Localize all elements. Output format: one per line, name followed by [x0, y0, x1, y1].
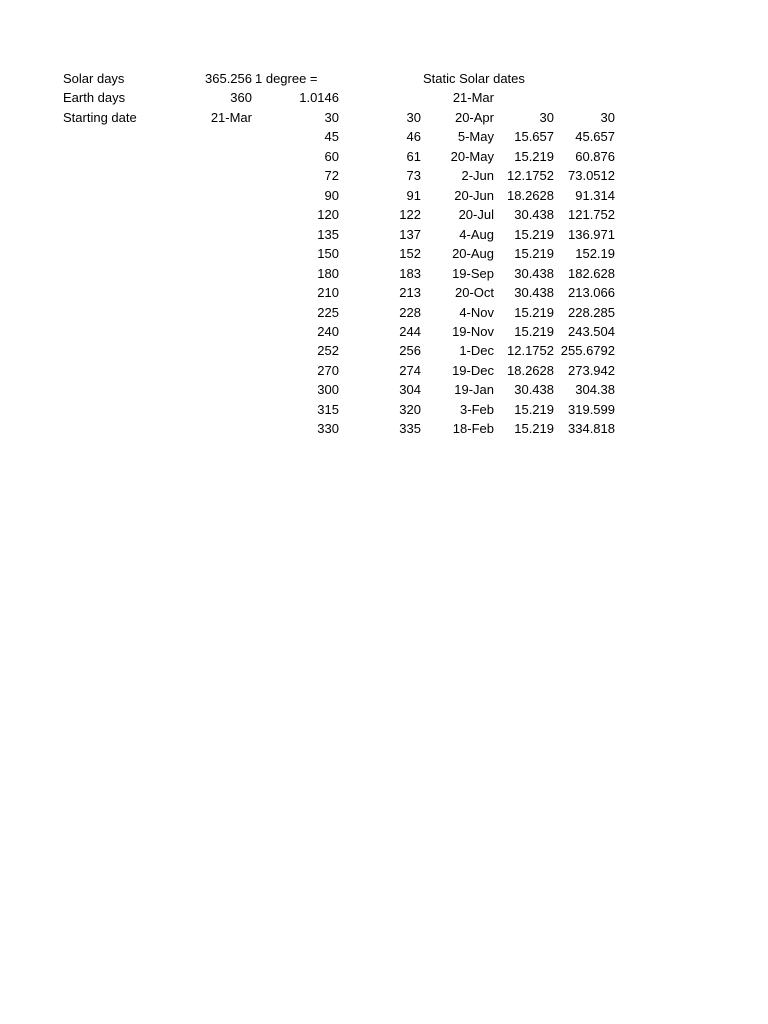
solar-days-cell: 73: [406, 168, 421, 183]
solar-days-cell: 335: [399, 421, 421, 436]
solar-date-cell: 20-Aug: [452, 246, 494, 261]
table-row: [0, 186, 768, 205]
solar-date-cell: 3-Feb: [460, 402, 494, 417]
earth-degrees-cell: 30: [324, 110, 339, 125]
solar-days-cell: 152: [399, 246, 421, 261]
cumulative-cell: 45.657: [575, 129, 615, 144]
solar-days-cell: 30: [406, 110, 421, 125]
table-row: [0, 127, 768, 146]
solar-date-cell: 20-May: [450, 149, 494, 164]
earth-degrees-cell: 135: [317, 227, 339, 242]
cumulative-cell: 273.942: [568, 363, 615, 378]
solar-days-cell: 244: [399, 324, 421, 339]
solar-date-cell: 1-Dec: [459, 343, 494, 358]
interval-cell: 12.1752: [507, 168, 554, 183]
solar-days-cell: 91: [406, 188, 421, 203]
cumulative-cell: 213.066: [568, 285, 615, 300]
interval-cell: 30: [539, 110, 554, 125]
solar-days-cell: 46: [406, 129, 421, 144]
interval-cell: 15.219: [514, 149, 554, 164]
table-row: [0, 419, 768, 438]
earth-degrees-cell: 240: [317, 324, 339, 339]
cumulative-cell: 152.19: [575, 246, 615, 261]
solar-date-cell: 4-Aug: [459, 227, 494, 242]
table-row: [0, 341, 768, 360]
table-row: [0, 303, 768, 322]
interval-cell: 30.438: [514, 382, 554, 397]
cumulative-cell: 60.876: [575, 149, 615, 164]
earth-degrees-cell: 330: [317, 421, 339, 436]
solar-date-cell: 19-Nov: [452, 324, 494, 339]
earth-degrees-cell: 252: [317, 343, 339, 358]
cumulative-cell: 73.0512: [568, 168, 615, 183]
interval-cell: 15.219: [514, 246, 554, 261]
earth-degrees-cell: 72: [324, 168, 339, 183]
label-earth-days: Earth days: [63, 90, 126, 105]
earth-degrees-cell: 225: [317, 305, 339, 320]
cumulative-cell: 121.752: [568, 207, 615, 222]
interval-cell: 18.2628: [507, 188, 554, 203]
solar-date-cell: 5-May: [457, 129, 494, 144]
table-row: [0, 205, 768, 224]
solar-days-cell: 256: [399, 343, 421, 358]
earth-degrees-cell: 120: [317, 207, 339, 222]
solar-days-cell: 61: [406, 149, 421, 164]
solar-date-cell: 19-Dec: [452, 363, 494, 378]
solar-days-cell: 137: [399, 227, 421, 242]
interval-cell: 15.657: [514, 129, 554, 144]
interval-cell: 30.438: [514, 285, 554, 300]
solar-days-cell: 304: [399, 382, 421, 397]
interval-cell: 15.219: [514, 324, 554, 339]
table-row: [0, 244, 768, 263]
earth-degrees-cell: 60: [324, 149, 339, 164]
interval-cell: 30.438: [514, 207, 554, 222]
header-row-earth-days: [0, 88, 768, 107]
cumulative-cell: 334.818: [568, 421, 615, 436]
interval-cell: 15.219: [514, 402, 554, 417]
table-row: [0, 166, 768, 185]
solar-date-cell: 20-Jul: [458, 207, 494, 222]
table-row: [0, 225, 768, 244]
solar-days-cell: 122: [399, 207, 421, 222]
start-solar-date: 21-Mar: [452, 90, 494, 105]
solar-date-cell: 19-Sep: [452, 266, 494, 281]
solar-date-cell: 4-Nov: [459, 305, 494, 320]
table-row: [0, 264, 768, 283]
earth-degrees-cell: 90: [324, 188, 339, 203]
table-row: [0, 322, 768, 341]
solar-date-cell: 20-Oct: [454, 285, 494, 300]
label-starting-date: Starting date: [63, 110, 137, 125]
earth-degrees-cell: 180: [317, 266, 339, 281]
solar-date-cell: 18-Feb: [452, 421, 494, 436]
static-solar-dates-title: Static Solar dates: [423, 71, 525, 86]
solar-date-cell: 20-Jun: [454, 188, 494, 203]
earth-degrees-cell: 210: [317, 285, 339, 300]
table-row: [0, 380, 768, 399]
earth-degrees-cell: 300: [317, 382, 339, 397]
earth-degrees-cell: 315: [317, 402, 339, 417]
cumulative-cell: 91.314: [575, 188, 615, 203]
degree-label: 1 degree =: [255, 71, 318, 86]
earth-degrees-cell: 150: [317, 246, 339, 261]
interval-cell: 15.219: [514, 421, 554, 436]
interval-cell: 15.219: [514, 305, 554, 320]
interval-cell: 30.438: [514, 266, 554, 281]
solar-days-cell: 228: [399, 305, 421, 320]
cumulative-cell: 228.285: [568, 305, 615, 320]
solar-days-cell: 320: [399, 402, 421, 417]
table-row: [0, 108, 768, 127]
value-starting-date: 21-Mar: [210, 110, 252, 125]
earth-degrees-cell: 45: [324, 129, 339, 144]
cumulative-cell: 304.38: [575, 382, 615, 397]
interval-cell: 18.2628: [507, 363, 554, 378]
solar-date-cell: 19-Jan: [454, 382, 494, 397]
solar-days-cell: 183: [399, 266, 421, 281]
earth-degrees-cell: 270: [317, 363, 339, 378]
interval-cell: 15.219: [514, 227, 554, 242]
cumulative-cell: 30: [600, 110, 615, 125]
table-row: [0, 400, 768, 419]
cumulative-cell: 182.628: [568, 266, 615, 281]
solar-days-cell: 213: [399, 285, 421, 300]
label-solar-days: Solar days: [63, 71, 125, 86]
cumulative-cell: 136.971: [568, 227, 615, 242]
solar-date-cell: 2-Jun: [461, 168, 494, 183]
header-row-solar-days: [0, 69, 768, 88]
solar-date-cell: 20-Apr: [454, 110, 494, 125]
cumulative-cell: 319.599: [568, 402, 615, 417]
cumulative-cell: 243.504: [568, 324, 615, 339]
table-row: [0, 361, 768, 380]
table-row: [0, 283, 768, 302]
value-solar-days: 365.256: [205, 71, 252, 86]
degree-value: 1.0146: [299, 90, 339, 105]
value-earth-days: 360: [230, 90, 252, 105]
interval-cell: 12.1752: [507, 343, 554, 358]
solar-days-cell: 274: [399, 363, 421, 378]
cumulative-cell: 255.6792: [560, 343, 615, 358]
table-row: [0, 147, 768, 166]
